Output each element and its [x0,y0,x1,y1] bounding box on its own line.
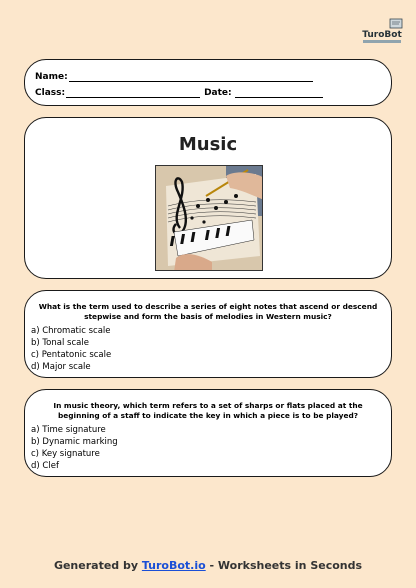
option-c[interactable]: c) Key signature [31,449,100,459]
class-label: Class: [35,88,66,98]
turobot-logo [360,18,404,46]
footer-suffix: - Worksheets in Seconds [205,559,363,572]
option-b[interactable]: b) Dynamic marking [31,437,118,447]
option-d[interactable]: d) Major scale [31,362,91,372]
footer [0,559,416,572]
option-list [31,424,118,472]
footer-prefix: Generated by [53,559,142,572]
name-label: Name: [35,72,68,82]
question-text: What is the term used to describe a series of eight notes that ascend or descend stepwise and form the basis of melodies in Western music? [38,302,378,321]
name-row [35,72,313,82]
class-field[interactable] [66,88,200,98]
option-a[interactable]: a) Chromatic scale [31,326,111,336]
option-list [31,325,111,373]
question-card-2 [24,389,392,477]
name-field[interactable] [69,72,313,82]
turobot-link[interactable]: TuroBot.io [141,559,206,572]
music-illustration [155,165,263,271]
svg-text:TuroBot: TuroBot [362,30,402,40]
class-date-row [35,88,323,98]
question-card-1 [24,290,392,378]
worksheet-title: Music [178,134,238,155]
option-a[interactable]: a) Time signature [31,425,106,435]
date-field[interactable] [235,88,323,98]
option-d[interactable]: d) Clef [31,461,59,471]
date-label: Date: [204,88,232,98]
option-b[interactable]: b) Tonal scale [31,338,89,348]
student-info-card [24,59,392,106]
question-text: In music theory, which term refers to a set of sharps or flats placed at the beginning of a staff to indicate the key in which a piece is to be played? [53,401,363,420]
title-card [24,117,392,279]
option-c[interactable]: c) Pentatonic scale [31,350,112,360]
